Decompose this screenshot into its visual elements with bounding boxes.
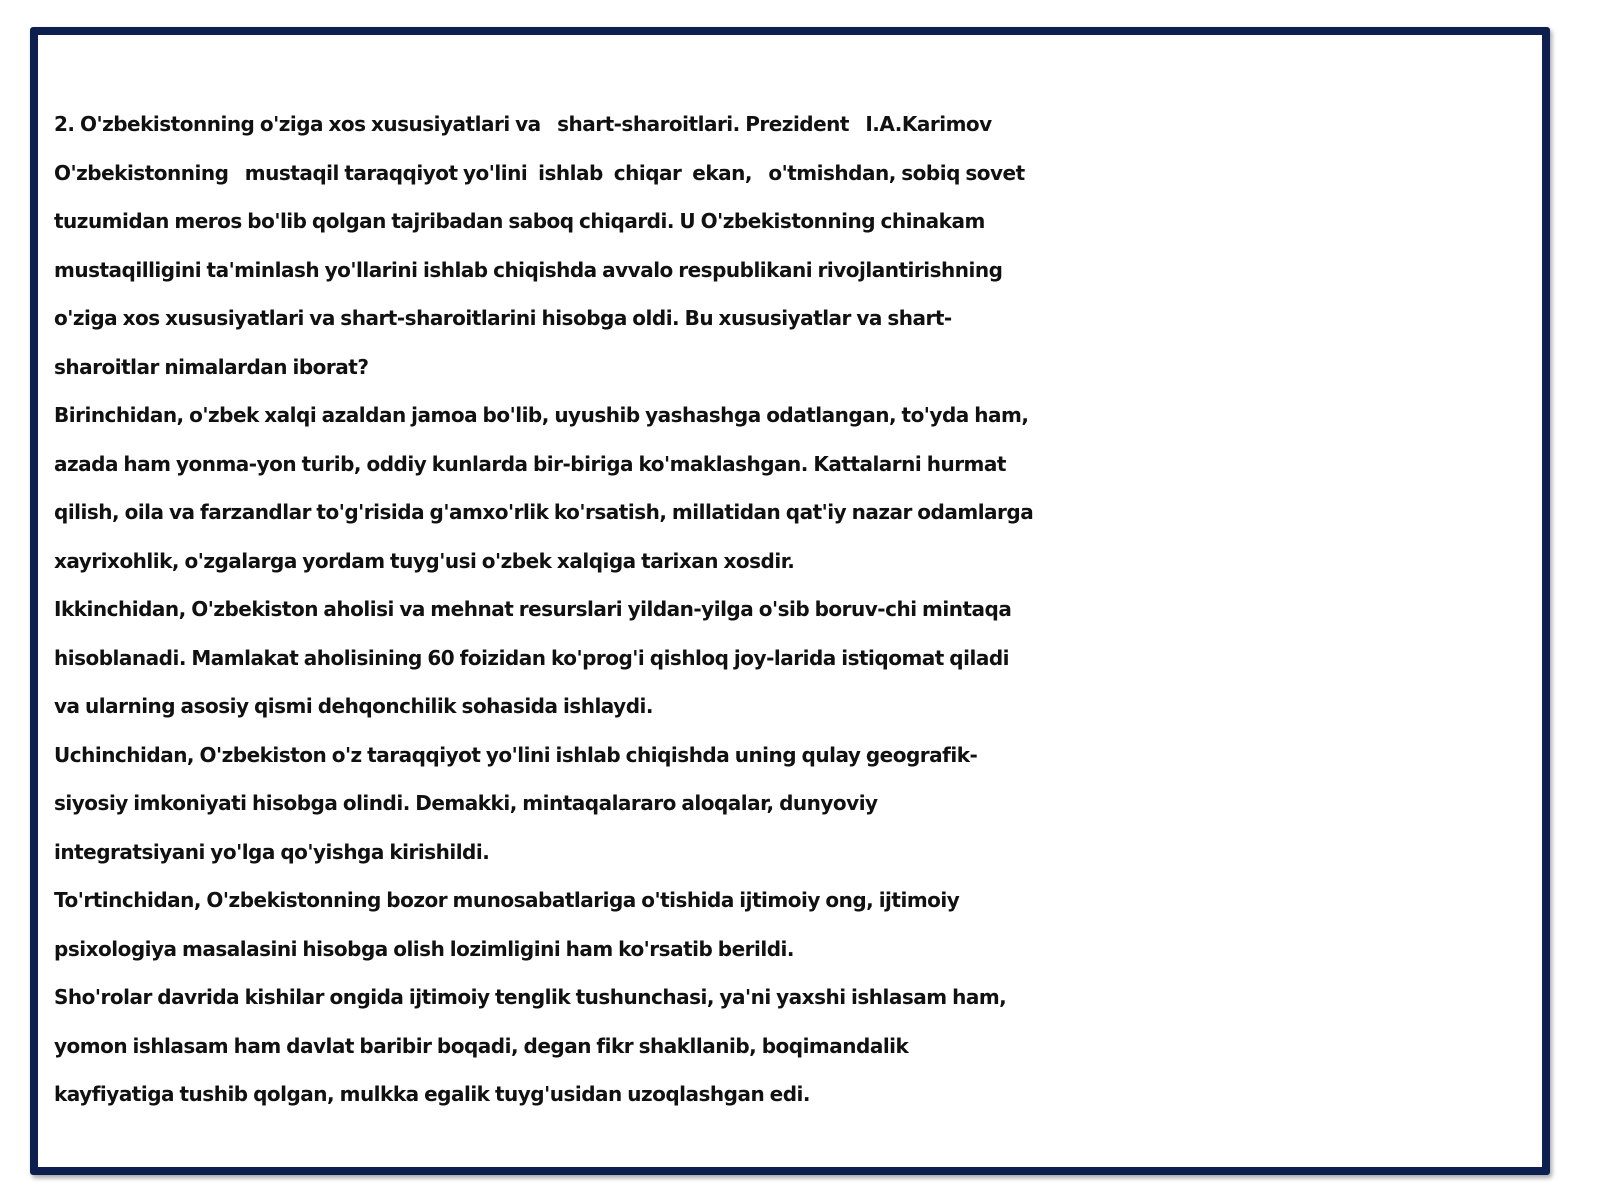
text-line: sharoitlar nimalardan iborat? — [54, 354, 369, 379]
text-line: xayrixohlik, o'zgalarga yordam tuyg'usi o'zbek xalqiga tarixan xosdir. — [54, 548, 795, 573]
text-line: psixologiya masalasini hisobga olish lozimligini ham ko'rsatib berildi. — [54, 936, 794, 961]
text-line: integratsiyani yo'lga qo'yishga kirishildi. — [54, 839, 490, 864]
text-line: tuzumidan meros bo'lib qolgan tajribadan saboq chiqardi. U O'zbekistonning chinakam — [54, 209, 985, 233]
text-line: To'rtinchidan, O'zbekistonning bozor munosabatlariga o'tishida ijtimoiy ong, ijtimoiy — [54, 888, 960, 912]
document-body — [54, 100, 1554, 1119]
text-line: qilish, oila va farzandlar to'g'risida g'amxo'rlik ko'rsatish, millatidan qat'iy nazar odamlarga — [54, 500, 1034, 524]
text-line: Sho'rolar davrida kishilar ongida ijtimoiy tenglik tushunchasi, ya'ni yaxshi ishlasam ham, — [54, 985, 1007, 1009]
text-line: mustaqilligini ta'minlash yo'llarini ishlab chiqishda avvalo respublikani rivojlantirishning — [54, 257, 1003, 282]
text-line: kayfiyatiga tushib qolgan, mulkka egalik tuyg'usidan uzoqlashgan edi. — [54, 1082, 811, 1106]
text-line: azada ham yonma-yon turib, oddiy kunlarda bir-biriga ko'maklashgan. Kattalarni hurmat — [54, 451, 1006, 476]
text-line: O'zbekistonning mustaqil taraqqiyot yo'lini ishlab chiqar ekan, o'tmishdan, sobiq sovet — [54, 160, 1025, 185]
text-line: Birinchidan, o'zbek xalqi azaldan jamoa bo'lib, uyushib yashashga odatlangan, to'yda ham, — [54, 403, 1029, 427]
text-line: va ularning asosiy qismi dehqonchilik sohasida ishlaydi. — [54, 694, 653, 718]
text-line: Ikkinchidan, O'zbekiston aholisi va mehnat resurslari yildan-yilga o'sib boruv-chi mintaqa — [54, 597, 1012, 621]
text-line: siyosiy imkoniyati hisobga olindi. Demakki, mintaqalararo aloqalar, dunyoviy — [54, 791, 878, 815]
text-line: 2. O'zbekistonning o'ziga xos xususiyatlari va shart-sharoitlari. Prezident I.A.Karimov — [54, 112, 992, 136]
text-line: Uchinchidan, O'zbekiston o'z taraqqiyot yo'lini ishlab chiqishda uning qulay geografik- — [54, 742, 978, 767]
text-line: yomon ishlasam ham davlat baribir boqadi, degan fikr shakllanib, boqimandalik — [54, 1033, 909, 1058]
text-line: hisoblanadi. Mamlakat aholisining 60 foizidan ko'prog'i qishloq joy-larida istiqomat qiladi — [54, 645, 1010, 670]
text-line: o'ziga xos xususiyatlari va shart-sharoitlarini hisobga oldi. Bu xususiyatlar va shart- — [54, 306, 952, 330]
